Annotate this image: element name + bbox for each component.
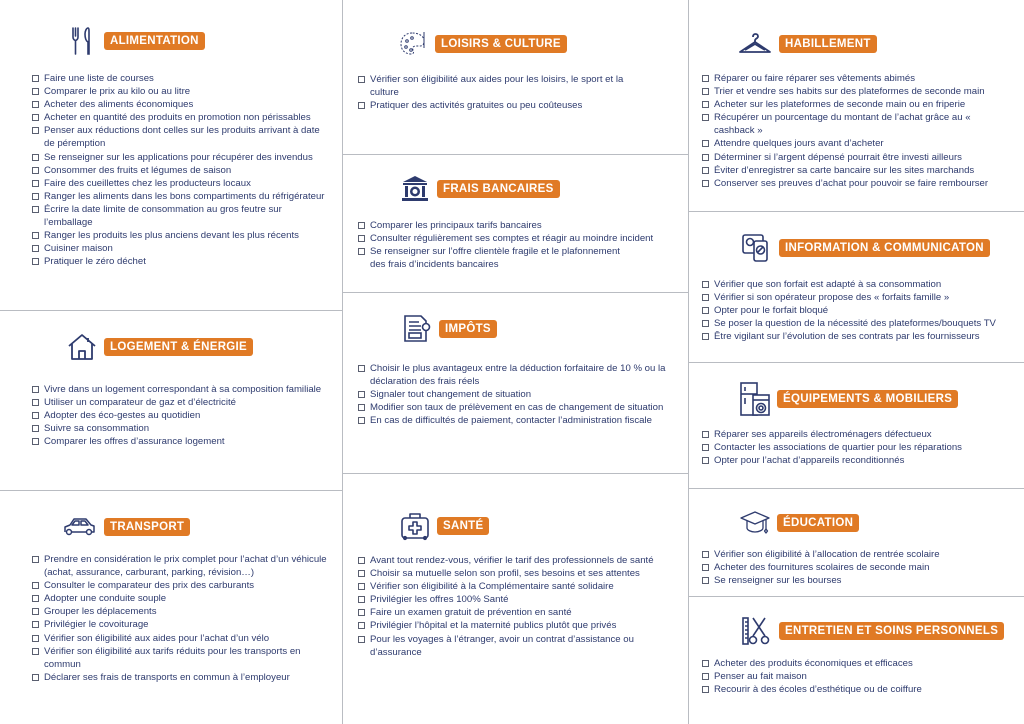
checkbox[interactable]	[702, 660, 709, 667]
checklist	[702, 278, 1022, 343]
checkbox[interactable]	[32, 101, 39, 108]
checkbox[interactable]	[702, 75, 709, 82]
checkbox[interactable]	[32, 674, 39, 681]
palette-icon	[397, 28, 429, 60]
checkbox[interactable]	[702, 320, 709, 327]
checkbox[interactable]	[702, 686, 709, 693]
checklist-item[interactable]: Se poser la question de la nécessité des plateformes/bouquets TV	[702, 317, 1022, 330]
section-equipements	[689, 363, 1024, 489]
checklist-item[interactable]: Penser aux réductions dont celles sur les produits arrivant à date de péremption	[32, 124, 332, 150]
checkbox[interactable]	[32, 425, 39, 432]
checklist-item[interactable]: Comparer les principaux tarifs bancaires	[358, 219, 683, 232]
checkbox[interactable]	[32, 88, 39, 95]
bank-icon	[399, 173, 431, 205]
checkbox[interactable]	[702, 294, 709, 301]
checkbox[interactable]	[358, 636, 365, 643]
checklist-item[interactable]: Suivre sa consommation	[32, 422, 332, 435]
checkbox[interactable]	[702, 444, 709, 451]
checklist-item[interactable]: Contacter les associations de quartier pour les réparations	[702, 441, 1022, 454]
section-title: TRANSPORT	[104, 518, 190, 536]
checkbox[interactable]	[358, 609, 365, 616]
checklist-item[interactable]: Privilégier les offres 100% Santé	[358, 593, 683, 606]
column-right	[689, 0, 1024, 724]
checklist-item[interactable]: Vérifier son éligibilité à la Complémentaire santé solidaire	[358, 580, 683, 593]
section-information	[689, 212, 1024, 363]
checkbox[interactable]	[702, 457, 709, 464]
checkbox[interactable]	[702, 180, 709, 187]
checklist-item[interactable]: Réparer ses appareils électroménagers défectueux	[702, 428, 1022, 441]
checkbox[interactable]	[32, 582, 39, 589]
section-title: LOGEMENT & ÉNERGIE	[104, 338, 253, 356]
checkbox[interactable]	[32, 193, 39, 200]
checklist-item[interactable]: Pratiquer le zéro déchet	[32, 255, 332, 268]
section-impots	[343, 293, 688, 474]
checkbox[interactable]	[358, 570, 365, 577]
checklist-item[interactable]: Consulter régulièrement ses comptes et réagir au moindre incident	[358, 232, 683, 245]
checklist-item[interactable]: Faire un examen gratuit de prévention en santé	[358, 606, 683, 619]
checklist	[358, 73, 643, 112]
section-title: ÉDUCATION	[777, 514, 859, 532]
checkbox[interactable]	[702, 281, 709, 288]
checkbox[interactable]	[358, 417, 365, 424]
checkbox[interactable]	[702, 673, 709, 680]
checklist-item[interactable]: Vérifier son éligibilité aux aides pour les loisirs, le sport et la culture	[358, 73, 643, 99]
checkbox[interactable]	[702, 577, 709, 584]
hanger-icon	[737, 28, 773, 60]
checklist-item[interactable]: Adopter des éco-gestes au quotidien	[32, 409, 332, 422]
checklist	[358, 219, 683, 271]
checklist-item[interactable]: Conserver ses preuves d’achat pour pouvoir se faire rembourser	[702, 177, 1022, 190]
house-icon	[66, 331, 98, 363]
checklist	[358, 362, 683, 427]
checklist-item[interactable]: Éviter d’enregistrer sa carte bancaire sur les sites marchands	[702, 164, 1022, 177]
checklist-item[interactable]: Vérifier son éligibilité aux aides pour l’achat d’un vélo	[32, 632, 332, 645]
checkbox[interactable]	[358, 583, 365, 590]
checklist	[32, 72, 332, 268]
checklist-item[interactable]: Acheter des fournitures scolaires de seconde main	[702, 561, 1022, 574]
section-logement	[0, 311, 342, 491]
section-title: ENTRETIEN ET SOINS PERSONNELS	[779, 622, 1004, 640]
checklist-item[interactable]: Récupérer un pourcentage du montant de l’achat grâce au « cashback »	[702, 111, 1022, 137]
checklist-item[interactable]: Signaler tout changement de situation	[358, 388, 683, 401]
column-middle	[343, 0, 689, 724]
checklist-item[interactable]: Privilégier le covoiturage	[32, 618, 332, 631]
checklist-item[interactable]: Opter pour le forfait bloqué	[702, 304, 1022, 317]
appliances-icon	[739, 381, 771, 417]
checklist-item[interactable]: Consulter le comparateur des prix des carburants	[32, 579, 332, 592]
checklist-item[interactable]: Être vigilant sur l’évolution de ses contrats par les fournisseurs	[702, 330, 1022, 343]
checkbox[interactable]	[702, 167, 709, 174]
checkbox[interactable]	[702, 307, 709, 314]
checkbox[interactable]	[32, 245, 39, 252]
checklist-item[interactable]: Prendre en considération le prix complet pour l’achat d’un véhicule (achat, assurance, carburant, parking, révision…)	[32, 553, 332, 579]
checklist-item[interactable]: Vérifier son éligibilité aux tarifs réduits pour les transports en commun	[32, 645, 332, 671]
fork-knife-icon	[66, 25, 98, 57]
checklist-item[interactable]: Penser au fait maison	[702, 670, 1022, 683]
section-title: SANTÉ	[437, 517, 489, 535]
checklist-item[interactable]: Faire une liste de courses	[32, 72, 332, 85]
checkbox[interactable]	[32, 75, 39, 82]
checklist-item[interactable]: Avant tout rendez-vous, vérifier le tarif des professionnels de santé	[358, 554, 683, 567]
section-title: INFORMATION & COMMUNICATON	[779, 239, 990, 257]
checklist-item[interactable]: Vérifier que son forfait est adapté à sa consommation	[702, 278, 1022, 291]
checklist-item[interactable]: Pratiquer des activités gratuites ou peu coûteuses	[358, 99, 643, 112]
section-entretien	[689, 597, 1024, 724]
section-title: ALIMENTATION	[104, 32, 205, 50]
checkbox[interactable]	[702, 114, 709, 121]
checkbox[interactable]	[358, 222, 365, 229]
section-title: HABILLEMENT	[779, 35, 877, 53]
checkbox[interactable]	[32, 154, 39, 161]
checkbox[interactable]	[32, 438, 39, 445]
checkbox[interactable]	[32, 399, 39, 406]
checkbox[interactable]	[702, 333, 709, 340]
checklist-item[interactable]: Pour les voyages à l’étranger, avoir un contrat d’assistance ou d’assurance	[358, 633, 683, 659]
checkbox[interactable]	[358, 596, 365, 603]
checklist-item[interactable]: Modifier son taux de prélèvement en cas de changement de situation	[358, 401, 683, 414]
checklist	[32, 553, 332, 684]
checklist-item[interactable]: Acheter sur les plateformes de seconde main ou en friperie	[702, 98, 1022, 111]
checklist-item[interactable]: Grouper les déplacements	[32, 605, 332, 618]
checkbox[interactable]	[32, 412, 39, 419]
section-title: FRAIS BANCAIRES	[437, 180, 560, 198]
checklist-item[interactable]: Écrire la date limite de consommation au gros feutre sur l’emballage	[32, 203, 332, 229]
checklist-item[interactable]: Acheter des aliments économiques	[32, 98, 332, 111]
checklist-item[interactable]: Vérifier si son opérateur propose des « forfaits famille »	[702, 291, 1022, 304]
checklist-item[interactable]: Consommer des fruits et légumes de saison	[32, 164, 332, 177]
checklist-item[interactable]: Cuisiner maison	[32, 242, 332, 255]
checkbox[interactable]	[32, 608, 39, 615]
medical-kit-icon	[399, 510, 431, 542]
checklist-item[interactable]: Déterminer si l’argent dépensé pourrait être investi ailleurs	[702, 151, 1022, 164]
section-transport	[0, 491, 342, 724]
checkbox[interactable]	[32, 114, 39, 121]
checkbox[interactable]	[702, 140, 709, 147]
checkbox[interactable]	[358, 76, 365, 83]
checklist-item[interactable]: Adopter une conduite souple	[32, 592, 332, 605]
checklist-item[interactable]: Opter pour l’achat d’appareils reconditionnés	[702, 454, 1022, 467]
scissors-comb-icon	[741, 615, 773, 647]
checkbox[interactable]	[32, 206, 39, 213]
checklist-item[interactable]: Comparer le prix au kilo ou au litre	[32, 85, 332, 98]
checklist-item[interactable]: Acheter en quantité des produits en promotion non périssables	[32, 111, 332, 124]
checkbox[interactable]	[358, 391, 365, 398]
checklist-item[interactable]: Se renseigner sur les applications pour récupérer des invendus	[32, 151, 332, 164]
checklist-item[interactable]: Choisir le plus avantageux entre la déduction forfaitaire de 10 % ou la déclaration des frais réels	[358, 362, 683, 388]
checklist-item[interactable]: Privilégier l’hôpital et la maternité publics plutôt que privés	[358, 619, 683, 632]
checklist-item[interactable]: Ranger les aliments dans les bons compartiments du réfrigérateur	[32, 190, 332, 203]
checklist-item[interactable]: Attendre quelques jours avant d’acheter	[702, 137, 1022, 150]
devices-icon	[741, 232, 773, 264]
column-left	[0, 0, 343, 724]
checklist	[702, 72, 1022, 190]
section-education	[689, 489, 1024, 597]
checkbox[interactable]	[358, 557, 365, 564]
checklist-item[interactable]: Faire des cueillettes chez les producteurs locaux	[32, 177, 332, 190]
checkbox[interactable]	[32, 556, 39, 563]
checklist	[702, 428, 1022, 467]
section-frais-bancaires	[343, 155, 688, 293]
checklist-item[interactable]: Déclarer ses frais de transports en commun à l’employeur	[32, 671, 332, 684]
checklist	[702, 548, 1022, 587]
checkbox[interactable]	[32, 595, 39, 602]
checkbox[interactable]	[702, 431, 709, 438]
checklist-item[interactable]: Vivre dans un logement correspondant à sa composition familiale	[32, 383, 332, 396]
checkbox[interactable]	[358, 365, 365, 372]
checkbox[interactable]	[702, 101, 709, 108]
section-title: LOISIRS & CULTURE	[435, 35, 567, 53]
checkbox[interactable]	[702, 154, 709, 161]
checklist-item[interactable]: Se renseigner sur les bourses	[702, 574, 1022, 587]
checkbox[interactable]	[32, 635, 39, 642]
checkbox[interactable]	[358, 248, 365, 255]
checkbox[interactable]	[32, 386, 39, 393]
checkbox[interactable]	[32, 258, 39, 265]
checklist-item[interactable]: En cas de difficultés de paiement, contacter l’administration fiscale	[358, 414, 683, 427]
checkbox[interactable]	[702, 551, 709, 558]
section-title: ÉQUIPEMENTS & MOBILIERS	[777, 390, 958, 408]
checkbox[interactable]	[32, 167, 39, 174]
tax-document-icon	[401, 313, 433, 345]
car-icon	[62, 511, 98, 543]
checklist-item[interactable]: Trier et vendre ses habits sur des plateformes de seconde main	[702, 85, 1022, 98]
checklist-item[interactable]: Réparer ou faire réparer ses vêtements abimés	[702, 72, 1022, 85]
checklist-item[interactable]: Comparer les offres d’assurance logement	[32, 435, 332, 448]
checklist	[32, 383, 332, 448]
checkbox[interactable]	[32, 232, 39, 239]
checklist-item[interactable]: Vérifier son éligibilité à l’allocation de rentrée scolaire	[702, 548, 1022, 561]
checklist-item[interactable]: Utiliser un comparateur de gaz et d’électricité	[32, 396, 332, 409]
graduation-cap-icon	[739, 507, 771, 539]
checkbox[interactable]	[358, 102, 365, 109]
checkbox[interactable]	[358, 235, 365, 242]
checklist-item[interactable]: Choisir sa mutuelle selon son profil, ses besoins et ses attentes	[358, 567, 683, 580]
checkbox[interactable]	[32, 621, 39, 628]
section-sante	[343, 474, 688, 724]
checkbox[interactable]	[32, 648, 39, 655]
section-loisirs	[343, 0, 688, 155]
checkbox[interactable]	[358, 404, 365, 411]
checkbox[interactable]	[702, 88, 709, 95]
checklist-item[interactable]: Recourir à des écoles d’esthétique ou de coiffure	[702, 683, 1022, 696]
checklist	[358, 554, 683, 659]
section-title: IMPÔTS	[439, 320, 497, 338]
section-alimentation	[0, 0, 342, 311]
section-habillement	[689, 0, 1024, 212]
checklist-item[interactable]: Se renseigner sur l’offre clientèle fragile et le plafonnement des frais d’incidents bancaires	[358, 245, 683, 271]
checklist-item[interactable]: Ranger les produits les plus anciens devant les plus récents	[32, 229, 332, 242]
checkbox[interactable]	[32, 180, 39, 187]
checkbox[interactable]	[702, 564, 709, 571]
checklist	[702, 657, 1022, 696]
checkbox[interactable]	[32, 127, 39, 134]
checklist-item[interactable]: Acheter des produits économiques et efficaces	[702, 657, 1022, 670]
checkbox[interactable]	[358, 622, 365, 629]
